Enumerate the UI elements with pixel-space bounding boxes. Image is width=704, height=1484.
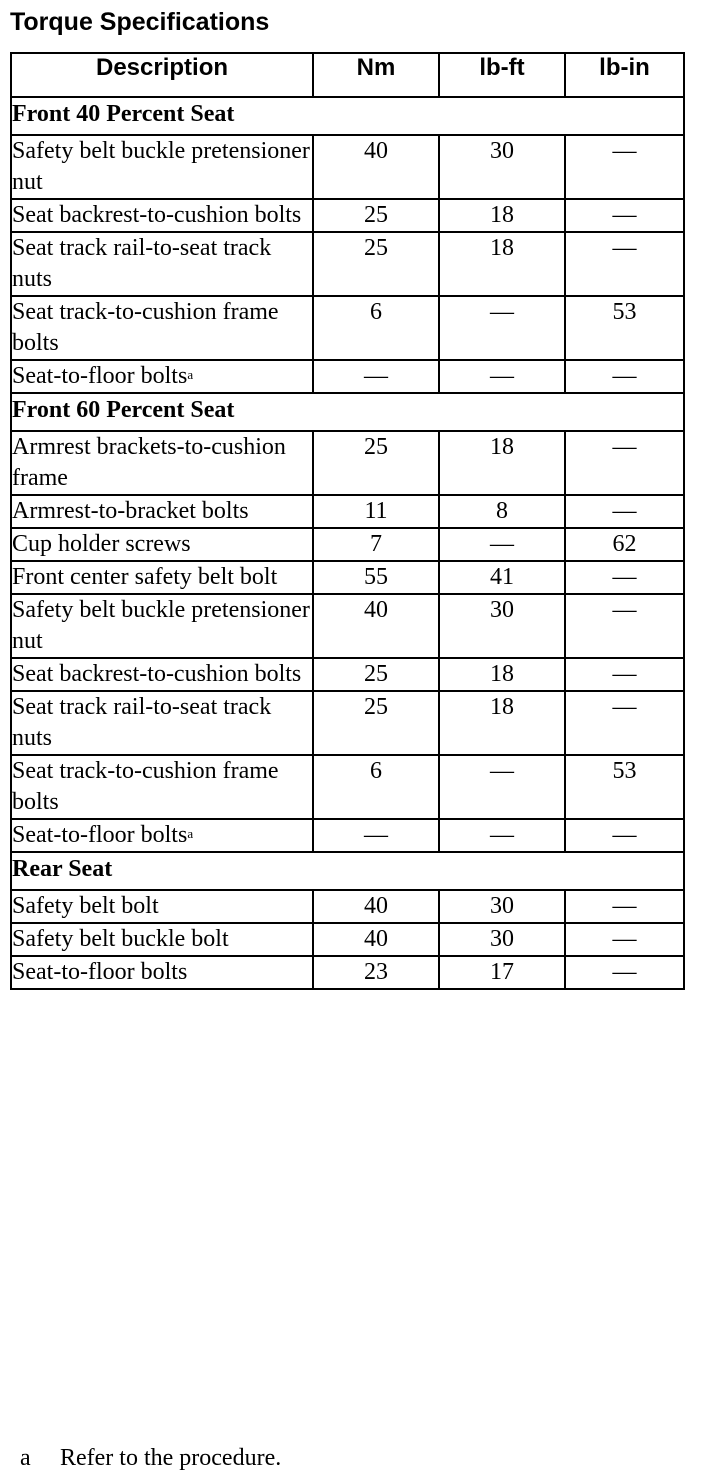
- table-header-row: [11, 53, 684, 97]
- description-text: Seat track rail-to-seat track nuts: [12, 235, 272, 292]
- lbft-cell: —: [439, 755, 565, 819]
- description-cell: [11, 658, 313, 691]
- description-text: Cup holder screws: [12, 531, 191, 557]
- description-text: Seat backrest-to-cushion bolts: [12, 202, 302, 228]
- table-row: [11, 594, 684, 658]
- lbin-cell: —: [565, 658, 684, 691]
- lbft-cell: 18: [439, 232, 565, 296]
- column-header-description: Description: [11, 53, 313, 97]
- table-row: [11, 658, 684, 691]
- table-row: [11, 755, 684, 819]
- description-text: Safety belt buckle bolt: [12, 926, 229, 952]
- lbft-cell: 18: [439, 199, 565, 232]
- nm-cell: 55: [313, 561, 439, 594]
- nm-cell: —: [313, 819, 439, 852]
- nm-cell: 23: [313, 956, 439, 989]
- section-title: Rear Seat: [11, 852, 684, 890]
- lbft-cell: 8: [439, 495, 565, 528]
- table-row: [11, 923, 684, 956]
- torque-spec-table: [10, 52, 685, 990]
- table-row: [11, 495, 684, 528]
- description-text: Safety belt buckle pretensioner nut: [12, 138, 310, 195]
- table-row: [11, 232, 684, 296]
- description-cell: [11, 691, 313, 755]
- lbft-cell: 30: [439, 890, 565, 923]
- lbin-cell: —: [565, 199, 684, 232]
- table-row: [11, 135, 684, 199]
- description-cell: [11, 135, 313, 199]
- lbin-cell: —: [565, 135, 684, 199]
- nm-cell: 7: [313, 528, 439, 561]
- lbft-cell: —: [439, 296, 565, 360]
- nm-cell: 25: [313, 232, 439, 296]
- lbft-cell: 30: [439, 923, 565, 956]
- description-text: Seat backrest-to-cushion bolts: [12, 661, 302, 687]
- description-text: Safety belt buckle pretensioner nut: [12, 597, 310, 654]
- lbin-cell: 53: [565, 755, 684, 819]
- footnote-marker: a: [187, 367, 194, 382]
- table-row: [11, 296, 684, 360]
- column-header-nm: Nm: [313, 53, 439, 97]
- lbin-cell: —: [565, 691, 684, 755]
- column-header-lbin: lb-in: [565, 53, 684, 97]
- lbin-cell: —: [565, 360, 684, 393]
- table-row: [11, 890, 684, 923]
- table-row: [11, 819, 684, 852]
- table-row: [11, 199, 684, 232]
- table-row: [11, 360, 684, 393]
- footnote: [20, 1442, 281, 1474]
- description-cell: [11, 232, 313, 296]
- section-title: Front 40 Percent Seat: [11, 97, 684, 135]
- nm-cell: 40: [313, 923, 439, 956]
- lbft-cell: —: [439, 360, 565, 393]
- lbft-cell: 30: [439, 594, 565, 658]
- nm-cell: 6: [313, 296, 439, 360]
- lbft-cell: 17: [439, 956, 565, 989]
- nm-cell: 40: [313, 890, 439, 923]
- nm-cell: 6: [313, 755, 439, 819]
- footnote-marker: a: [187, 826, 194, 841]
- description-cell: [11, 360, 313, 393]
- lbin-cell: —: [565, 561, 684, 594]
- lbft-cell: 18: [439, 431, 565, 495]
- table-row: [11, 528, 684, 561]
- lbft-cell: 18: [439, 658, 565, 691]
- description-text: Seat-to-floor bolts: [12, 822, 188, 848]
- lbft-cell: 41: [439, 561, 565, 594]
- lbin-cell: —: [565, 594, 684, 658]
- description-cell: [11, 528, 313, 561]
- description-text: Seat-to-floor bolts: [12, 363, 188, 389]
- table-row: [11, 561, 684, 594]
- table-row: [11, 956, 684, 989]
- section-row: [11, 852, 684, 890]
- lbin-cell: —: [565, 819, 684, 852]
- lbin-cell: —: [565, 431, 684, 495]
- description-cell: [11, 199, 313, 232]
- table-row: [11, 691, 684, 755]
- description-text: Armrest brackets-to-cushion frame: [12, 434, 286, 491]
- nm-cell: 25: [313, 691, 439, 755]
- lbft-cell: 18: [439, 691, 565, 755]
- description-cell: [11, 819, 313, 852]
- description-cell: [11, 561, 313, 594]
- description-cell: [11, 296, 313, 360]
- nm-cell: 11: [313, 495, 439, 528]
- description-text: Seat track rail-to-seat track nuts: [12, 694, 272, 751]
- lbin-cell: —: [565, 956, 684, 989]
- description-cell: [11, 890, 313, 923]
- nm-cell: 25: [313, 431, 439, 495]
- description-cell: [11, 755, 313, 819]
- description-cell: [11, 594, 313, 658]
- nm-cell: 25: [313, 658, 439, 691]
- description-text: Safety belt bolt: [12, 893, 159, 919]
- nm-cell: 40: [313, 135, 439, 199]
- lbin-cell: 53: [565, 296, 684, 360]
- section-title: Front 60 Percent Seat: [11, 393, 684, 431]
- description-cell: [11, 923, 313, 956]
- lbft-cell: —: [439, 819, 565, 852]
- nm-cell: 40: [313, 594, 439, 658]
- description-text: Front center safety belt bolt: [12, 564, 278, 590]
- nm-cell: —: [313, 360, 439, 393]
- table-row: [11, 431, 684, 495]
- section-row: [11, 393, 684, 431]
- lbin-cell: —: [565, 495, 684, 528]
- column-header-lbft: lb-ft: [439, 53, 565, 97]
- lbin-cell: —: [565, 890, 684, 923]
- description-cell: [11, 956, 313, 989]
- page-title: Torque Specifications: [10, 8, 270, 36]
- lbin-cell: —: [565, 923, 684, 956]
- description-text: Seat-to-floor bolts: [12, 959, 188, 985]
- footnote-text: Refer to the procedure.: [60, 1445, 282, 1471]
- nm-cell: 25: [313, 199, 439, 232]
- lbft-cell: 30: [439, 135, 565, 199]
- description-text: Seat track-to-cushion frame bolts: [12, 299, 279, 356]
- description-text: Seat track-to-cushion frame bolts: [12, 758, 279, 815]
- section-row: [11, 97, 684, 135]
- lbin-cell: —: [565, 232, 684, 296]
- lbft-cell: —: [439, 528, 565, 561]
- description-text: Armrest-to-bracket bolts: [12, 498, 249, 524]
- description-cell: [11, 431, 313, 495]
- lbin-cell: 62: [565, 528, 684, 561]
- description-cell: [11, 495, 313, 528]
- footnote-key: a: [20, 1445, 31, 1471]
